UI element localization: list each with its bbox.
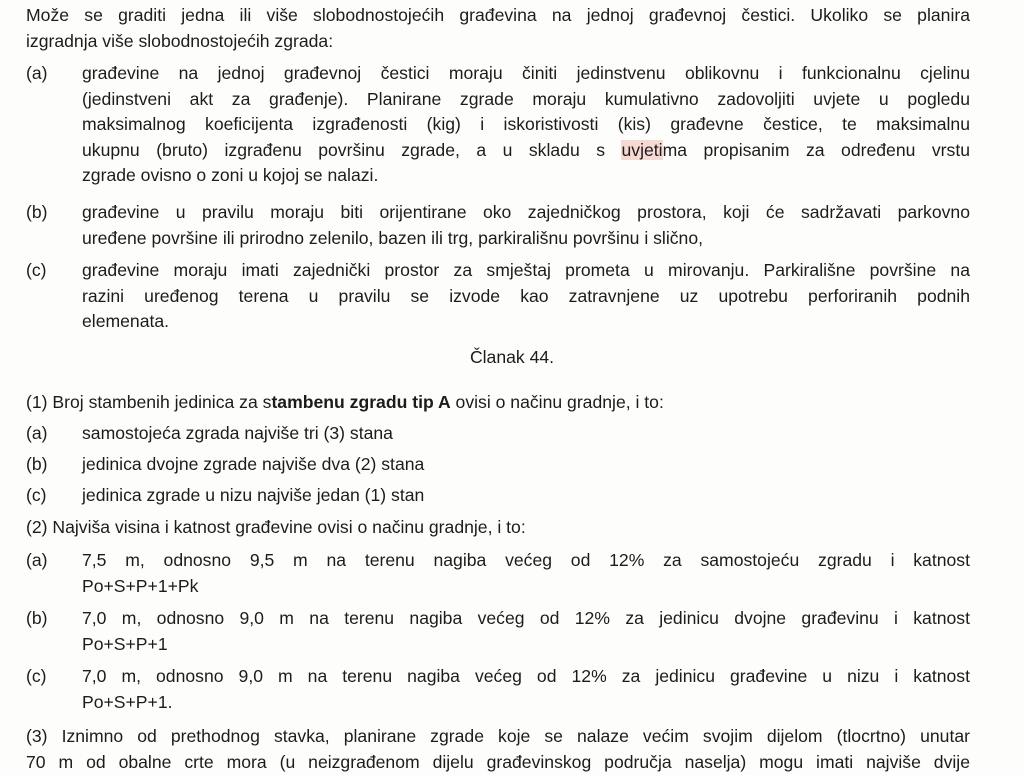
text-line: zgrade ovisno o zoni u kojoj se nalazi.: [82, 163, 970, 189]
list-text: [82, 200, 970, 251]
article-title: Članak 44.: [0, 345, 1024, 371]
text-line: (jedinstveni akt za građenje). Planirane zgrade moraju kumulativno zadovoljiti uvjete u pogledu: [82, 87, 970, 113]
list-text: [82, 61, 970, 189]
list-text: [82, 664, 970, 715]
paragraph-2: (2) Najviša visina i katnost građevine ovisi o načinu gradnje, i to:: [26, 515, 970, 541]
text-fragment: ovisi o načinu gradnje, i to:: [451, 392, 664, 412]
text-fragment: ukupnu (bruto) izgrađenu površinu zgrade, a u skladu s: [82, 140, 621, 160]
list-text: samostojeća zgrada najviše tri (3) stana: [82, 421, 970, 447]
text-line: 7,5 m, odnosno 9,5 m na terenu nagiba većeg od 12% za samostojeću zgradu i katnost: [82, 548, 970, 574]
list-text: jedinica zgrade u nizu najviše jedan (1) stan: [82, 483, 970, 509]
list-label: (b): [26, 606, 48, 632]
paragraph-1: [26, 390, 970, 416]
list-label: (c): [26, 483, 47, 509]
text-line: 7,0 m, odnosno 9,0 m na terenu nagiba većeg od 12% za jedinicu građevine u nizu i katnost: [82, 664, 970, 690]
list-text: [82, 258, 970, 335]
paragraph-3: [26, 724, 970, 775]
text-line: [82, 138, 970, 164]
text-fragment: ma propisanim za određenu vrstu: [663, 140, 970, 160]
text-line: građevine na jednoj građevnoj čestici moraju činiti jedinstvenu oblikovnu i funkcionalnu cjelinu: [82, 61, 970, 87]
text-line: (3) Iznimno od prethodnog stavka, planirane zgrade koje se nalaze većim svojim dijelom (tlocrtno) unutar: [26, 724, 970, 750]
bold-text: tambenu zgradu tip A: [271, 392, 450, 412]
text-line: uređene površine ili prirodno zelenilo, bazen ili trg, parkirališnu površinu i slično,: [82, 226, 970, 252]
intro-paragraph: [26, 3, 970, 54]
list-text: [82, 548, 970, 599]
list-label: (a): [26, 421, 48, 447]
text-fragment: (1) Broj stambenih jedinica za s: [26, 392, 271, 412]
text-line: građevine u pravilu moraju biti orijentirane oko zajedničkog prostora, koji će sadržavati parkovno: [82, 200, 970, 226]
text-line: Po+S+P+1.: [82, 690, 970, 716]
intro-line-1: Može se graditi jedna ili više slobodnostojećih građevina na jednoj građevnoj čestici. Ukoliko se planira: [26, 3, 970, 29]
highlighted-word: uvjeti: [621, 140, 662, 160]
text-line: maksimalnog koeficijenta izgrađenosti (kig) i iskoristivosti (kis) građevne čestice, te maksimalnu: [82, 112, 970, 138]
list-label: (b): [26, 200, 48, 226]
text-line: elemenata.: [82, 309, 970, 335]
list-label: (c): [26, 258, 47, 284]
intro-line-2: izgradnja više slobodnostojećih zgrada:: [26, 29, 970, 55]
text-line: 70 m od obalne crte mora (u neizgrađenom dijelu građevinskog područja naselja) mogu imati najviše dvije: [26, 750, 970, 775]
list-label: (a): [26, 548, 48, 574]
text-line: Po+S+P+1+Pk: [82, 574, 970, 600]
text-line: razini uređenog terena u pravilu se izvode kao zatravnjene uz upotrebu perforiranih podnih: [82, 284, 970, 310]
list-text: [82, 606, 970, 657]
list-label: (b): [26, 452, 48, 478]
text-line: građevine moraju imati zajednički prostor za smještaj prometa u mirovanju. Parkirališne površine na: [82, 258, 970, 284]
text-line: 7,0 m, odnosno 9,0 m na terenu nagiba većeg od 12% za jedinicu dvojne građevinu i katnost: [82, 606, 970, 632]
text-line: Po+S+P+1: [82, 632, 970, 658]
list-label: (c): [26, 664, 47, 690]
list-text: jedinica dvojne zgrade najviše dva (2) stana: [82, 452, 970, 478]
list-label: (a): [26, 61, 48, 87]
